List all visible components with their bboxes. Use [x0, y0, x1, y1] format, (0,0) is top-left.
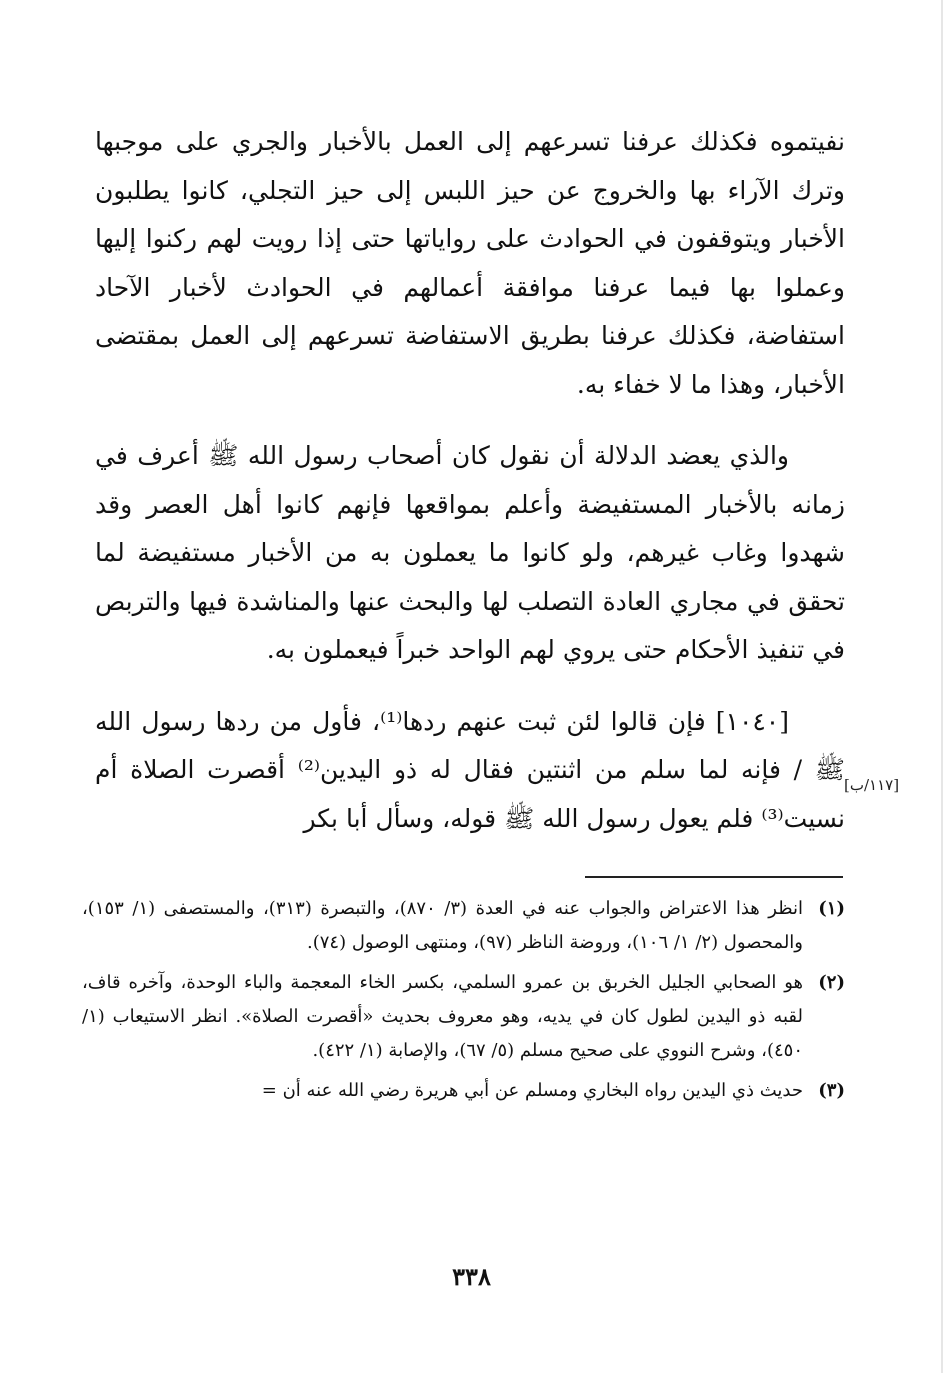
- footnote-number: (٣): [818, 1080, 845, 1101]
- footnote-divider: [585, 876, 843, 878]
- footnote-text: هو الصحابي الجليل الخربق بن عمرو السلمي، بكسر الخاء المعجمة والباء الوحدة، وآخره قاف، لقبه ذو اليدين لطول كان في يديه، وهو معروف بحديث «أقصرت الصلاة». انظر الاستيعاب (١/ ٤٥٠)، وشرح النووي على صحيح مسلم (٥/ ٦٧)، والإصابة (١/ ٤٢٢).: [82, 972, 803, 1061]
- footnote-text: حديث ذي اليدين رواه البخاري ومسلم عن أبي هريرة رضي الله عنه أن =: [261, 1080, 803, 1101]
- main-text-body: [95, 118, 845, 843]
- manuscript-folio-reference: [١١٧/ب]: [844, 776, 900, 794]
- page-number: ٣٣٨: [452, 1262, 491, 1291]
- footnotes-section: [82, 892, 845, 1114]
- footnote-3: [82, 1074, 845, 1108]
- footnote-2: [82, 966, 845, 1068]
- paragraph-2: والذي يعضد الدلالة أن نقول كان أصحاب رسول الله ﷺ أعرف في زمانه بالأخبار المستفيضة وأعلم بمواقعها فإنهم كانوا أهل العصر وقد شهدوا وغاب غيرهم، ولو كانوا ما يعملون به من الأخبار مستفيضة لما تحقق في مجاري العادة التصلب لها والبحث عنها والمناشدة فيها والتربص في تنفيذ الأحكام حتى يروي لهم الواحد خبراً فيعملون به.: [95, 441, 845, 664]
- paragraph-1: نفيتموه فكذلك عرفنا تسرعهم إلى العمل بالأخبار والجري على موجبها وترك الآراء بها والخروج عن حيز اللبس إلى حيز التجلي، كانوا يطلبون الأخبار ويتوقفون في الحوادث على رواياتها حتى إذا رويت لهم ركنوا إليها وعملوا بها فيما عرفنا موافقة أعمالهم في الحوادث لأخبار الآحاد استفاضة، فكذلك عرفنا بطريق الاستفاضة تسرعهم إلى العمل بمقتضى الأخبار، وهذا ما لا خفاء به.: [95, 127, 845, 399]
- footnote-number: (١): [818, 898, 845, 919]
- footnote-1: [82, 892, 845, 960]
- footnote-number: (٢): [818, 972, 845, 993]
- footnote-text: انظر هذا الاعتراض والجواب عنه في العدة (٣/ ٨٧٠)، والتبصرة (٣١٣)، والمستصفى (١/ ١٥٣)، والمحصول (٢/ ١/ ١٠٦)، وروضة الناظر (٩٧)، ومنتهى الوصول (٧٤).: [82, 898, 803, 953]
- paragraph-3: [١٠٤٠] فإن قالوا لئن ثبت عنهم ردها⁽¹⁾، فأول من ردها رسول الله ﷺ / فإنه لما سلم من اثنتين فقال له ذو اليدين⁽²⁾ أقصرت الصلاة أم نسيت⁽³⁾ فلم يعول رسول الله ﷺ قوله، وسأل أبا بكر: [95, 706, 845, 833]
